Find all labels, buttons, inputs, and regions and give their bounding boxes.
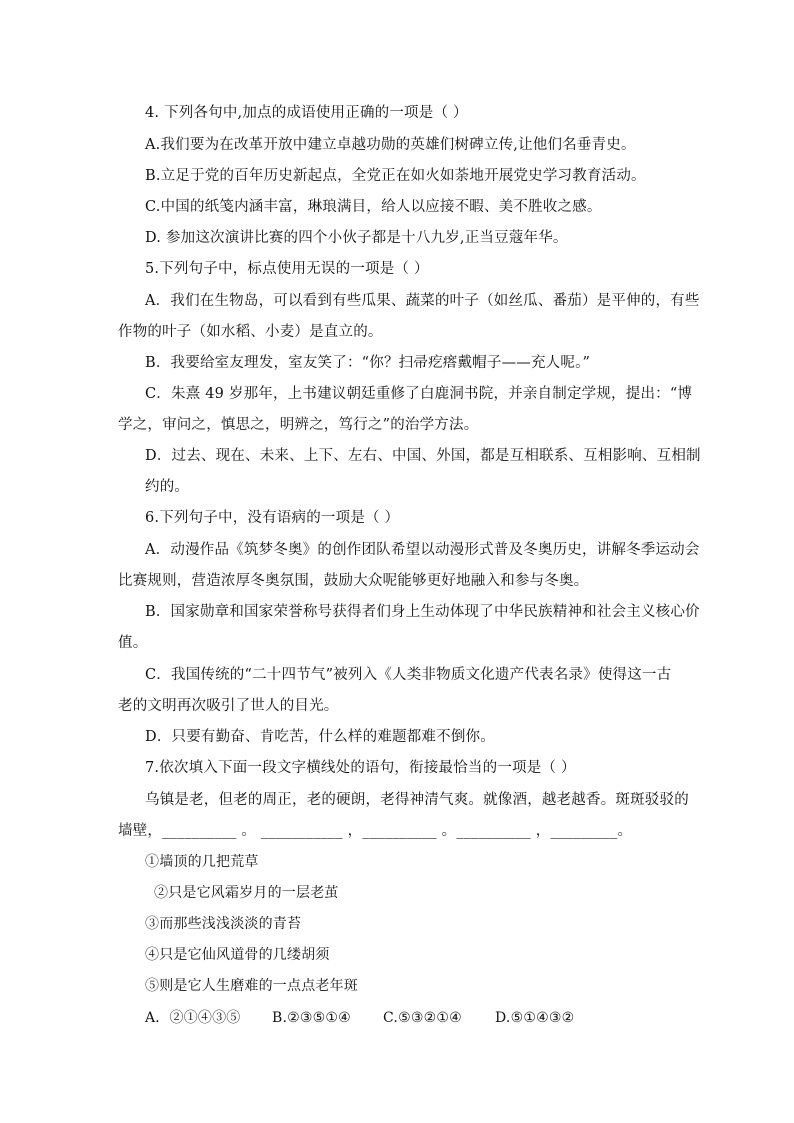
question-6-option-c: C．我国传统的“二十四节气”被列入《人类非物质文化遗产代表名录》使得这一古 <box>145 667 672 683</box>
question-7-choice-d: D.⑤①④③② <box>495 1010 575 1026</box>
question-4-option-a: A.我们要为在改革开放中建立卓越功勋的英雄们树碑立传,让他们名垂青史。 <box>145 137 636 153</box>
question-4-option-c: C.中国的纸笺内涵丰富，琳琅满目，给人以应接不暇、美不胜收之感。 <box>145 199 602 215</box>
question-7-choice-b: B.②③⑤①④ <box>272 1010 351 1026</box>
question-7-choices <box>145 1009 574 1027</box>
question-7-item-4: ④只是它仙风道骨的几缕胡须 <box>145 947 330 963</box>
question-7-choice-c: C.⑤③②①④ <box>383 1010 462 1026</box>
question-5-option-b: B．我要给室友理发，室友笑了：“你？扫帚疙瘩戴帽子——充人呢。” <box>145 355 591 371</box>
question-7-passage: 乌镇是老，但老的周正，老的硬朗，老得神清气爽。就像酒，越老越香。斑斑驳驳的 <box>145 792 689 808</box>
question-4-option-b: B.立足于党的百年历史新起点，全党正在如火如荼地开展党史学习教育活动。 <box>145 168 646 184</box>
question-7-item-2: ②只是它风霜岁月的一层老茧 <box>154 885 339 901</box>
question-4-stem: 4. 下列各句中,加点的成语使用正确的一项是（ ） <box>145 105 468 121</box>
question-7-item-5: ⑤则是它人生磨难的一点点老年斑 <box>145 978 358 994</box>
question-7-item-1: ①墙顶的几把荒草 <box>145 854 259 870</box>
question-6-option-c-cont: 老的文明再次吸引了世人的目光。 <box>118 698 339 714</box>
question-7-item-3: ③而那些浅浅淡淡的青苔 <box>145 916 302 932</box>
question-6-option-b-cont: 值。 <box>118 635 148 651</box>
question-6-option-a: A．动漫作品《筑梦冬奥》的创作团队希望以动漫形式普及冬奥历史，讲解冬季运动会 <box>145 542 700 558</box>
question-5-option-c-cont: 学之，审问之，慎思之，明辨之，笃行之”的治学方法。 <box>118 417 479 433</box>
question-5-option-d-cont: 约的。 <box>145 479 190 495</box>
question-5-stem: 5.下列句子中，标点使用无误的一项是（ ） <box>145 261 429 277</box>
question-4-option-d: D. 参加这次演讲比赛的四个小伙子都是十八九岁,正当豆蔻年华。 <box>145 230 568 246</box>
question-5-option-a: A．我们在生物岛，可以看到有些瓜果、蔬菜的叶子（如丝瓜、番茄）是平伸的，有些 <box>145 293 700 309</box>
question-6-option-d: D．只要有勤奋、肯吃苦，什么样的难题都难不倒你。 <box>145 729 495 745</box>
question-6-option-b: B．国家勋章和国家荣誉称号获得者们身上生动体现了中华民族精神和社会主义核心价 <box>145 604 700 620</box>
question-5-option-d: D．过去、现在、未来、上下、左右、中国、外国，都是互相联系、互相影响、互相制 <box>145 448 701 464</box>
question-7-passage-blanks: 墙壁，__________ 。 ___________ ，__________ 。__________ ，_________。 <box>118 823 633 839</box>
question-6-stem: 6.下列句子中，没有语病的一项是（ ） <box>145 510 400 526</box>
question-6-option-a-cont: 比赛规则，营造浓厚冬奥氛围，鼓励大众呢能够更好地融入和参与冬奥。 <box>118 573 589 589</box>
question-5-option-c: C．朱熹 49 岁那年，上书建议朝廷重修了白鹿洞书院，并亲自制定学规，提出：“博 <box>145 386 693 402</box>
question-5-option-a-cont: 作物的叶子（如水稻、小麦）是直立的。 <box>118 324 383 340</box>
question-7-stem: 7.依次填入下面一段文字横线处的语句，衔接最恰当的一项是（ ） <box>145 760 576 776</box>
question-7-choice-a: A．②①④③⑤ <box>145 1010 241 1026</box>
